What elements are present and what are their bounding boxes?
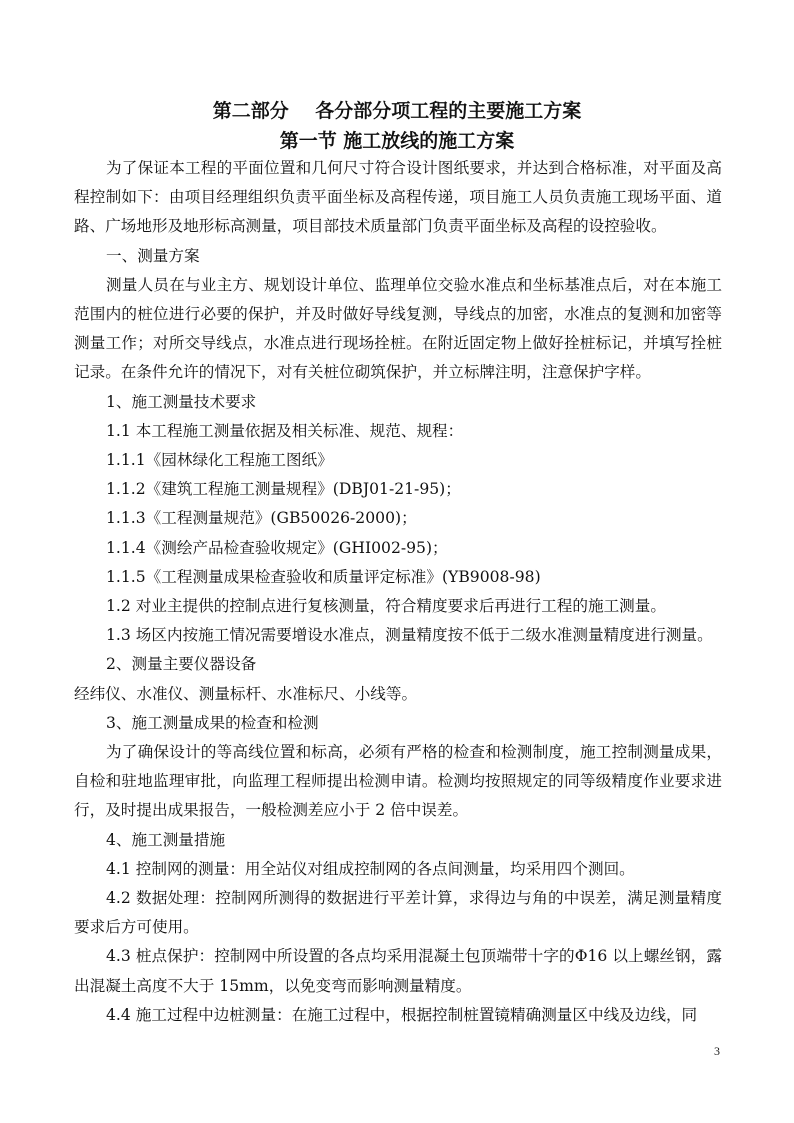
paragraph-instruments: 经纬仪、水准仪、测量标杆、水准标尺、小线等。: [74, 684, 418, 703]
intro-paragraph: 为了保证本工程的平面位置和几何尺寸符合设计图纸要求，并达到合格标准，对平面及高程控制如下：由项目经理组织负责平面坐标及高程传递，项目施工人员负责施工现场平面、道路、广场地形及地形标高测量，项目部技术质量部门负责平面坐标及高程的设控验收。: [74, 159, 722, 236]
heading-measures: 4、施工测量措施: [106, 830, 226, 849]
list-item: 4.1 控制网的测量：用全站仪对组成控制网的各点间测量，均采用四个测回。: [106, 859, 635, 878]
list-item: 4.2 数据处理：控制网所测得的数据进行平差计算，求得边与角的中误差，满足测量精度要求后方可使用。: [74, 889, 722, 937]
list-item: 4.3 桩点保护：控制网中所设置的各点均采用混凝土包顶端带十字的Φ16 以上螺丝钢，露出混凝土高度不大于 15mm，以免变弯而影响测量精度。: [74, 947, 722, 995]
list-item: 1.3 场区内按施工情况需要增设水准点，测量精度按不低于二级水准测量精度进行测量。: [106, 626, 713, 645]
page-number: 3: [714, 1044, 720, 1058]
paragraph-measurement-plan: 测量人员在与业主方、规划设计单位、监理单位交验水准点和坐标基准点后，对在本施工范围内的桩位进行必要的保护，并及时做好导线复测，导线点的加密，水准点的复测和加密等测量工作；对所交导线点，水准点进行现场拴桩。在附近固定物上做好拴桩标记，并填写拴桩记录。在条件允许的情况下，对有关桩位砌筑保护，并立标牌注明，注意保护字样。: [74, 275, 722, 382]
list-item: 4.4 施工过程中边桩测量：在施工过程中，根据控制桩置镜精确测量区中线及边线，同: [106, 1005, 698, 1024]
paragraph-inspection: 为了确保设计的等高线位置和标高，必须有严格的检查和检测制度，施工控制测量成果，自检和驻地监理审批，向监理工程师提出检测申请。检测均按照规定的同等级精度作业要求进行，及时提出成果报告，一般检测差应小于 2 倍中误差。: [74, 743, 722, 820]
list-item: 1.1 本工程施工测量依据及相关标准、规范、规程：: [106, 421, 464, 440]
heading-measurement-plan: 一、测量方案: [106, 246, 200, 265]
title-block: [96, 96, 698, 156]
heading-technical-requirements: 1、施工测量技术要求: [106, 392, 257, 411]
list-item: 1.1.5《工程测量成果检查验收和质量评定标准》(YB9008-98): [106, 567, 541, 586]
list-item: 1.1.3《工程测量规范》(GB50026-2000)；: [106, 509, 417, 528]
list-item: 1.1.1《园林绿化工程施工图纸》: [106, 451, 333, 470]
list-item: 1.2 对业主提供的控制点进行复核测量，符合精度要求后再进行工程的施工测量。: [106, 597, 666, 616]
heading-instruments: 2、测量主要仪器设备: [106, 655, 257, 674]
list-item: 1.1.4《测绘产品检查验收规定》(GHI002-95)；: [106, 538, 448, 557]
heading-inspection: 3、施工测量成果的检查和检测: [106, 713, 319, 732]
part-title: 第二部分 各分部分项工程的主要施工方案: [212, 100, 582, 122]
section-title: 第一节 施工放线的施工方案: [279, 130, 515, 152]
body-text: [74, 154, 722, 1030]
list-item: 1.1.2《建筑工程施工测量规程》(DBJ01-21-95)；: [106, 480, 461, 499]
